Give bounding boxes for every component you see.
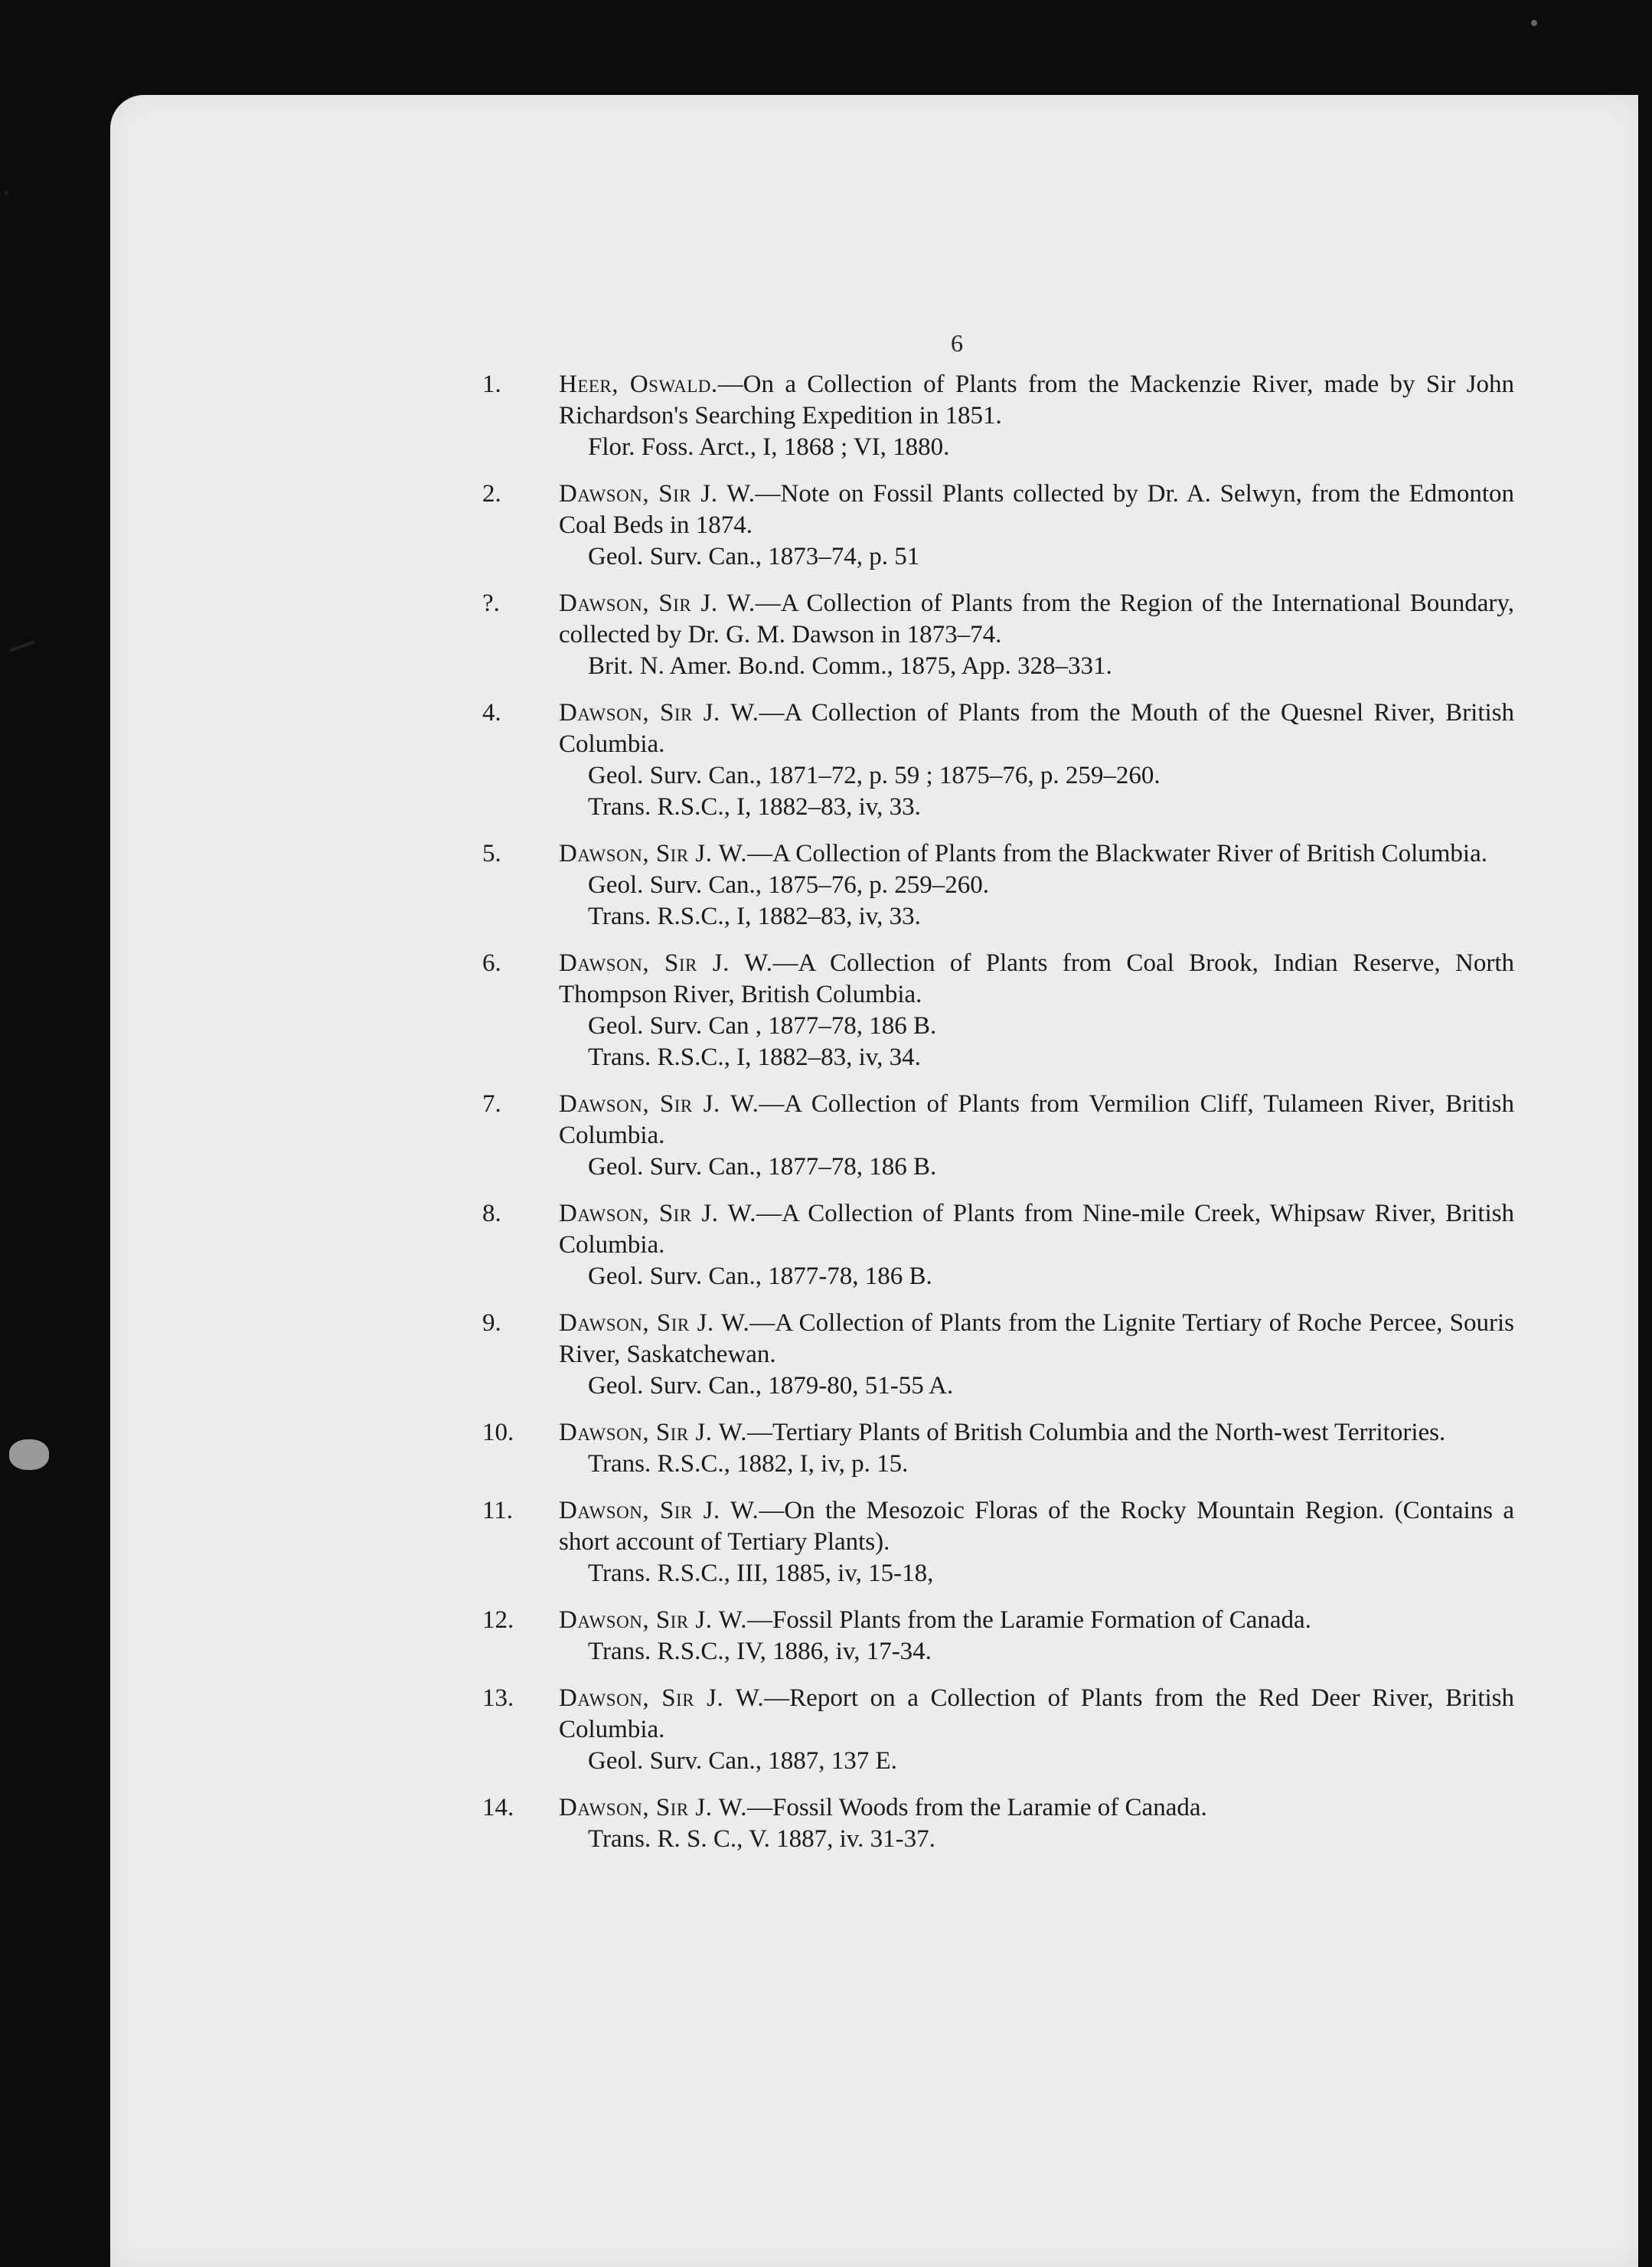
entry-reference: Geol. Surv. Can., 1875–76, p. 259–260.	[588, 871, 990, 899]
bibliography-entry	[482, 479, 1514, 573]
entry-number: 1.	[482, 371, 501, 398]
entry-number: ?.	[482, 590, 500, 617]
bibliography-entry	[482, 1308, 1514, 1402]
page-number: 6	[951, 329, 963, 357]
entry-author: Dawson, Sir J. W.	[559, 1497, 759, 1524]
entry-number: 2.	[482, 480, 501, 508]
entry-text	[559, 369, 1514, 463]
entry-author: Dawson, Sir J. W.	[559, 840, 748, 867]
entry-reference: Geol. Surv. Can., 1873–74, p. 51	[588, 543, 920, 570]
entry-number: 12.	[482, 1606, 514, 1634]
margin-speck	[1531, 20, 1537, 26]
bibliography-entry	[482, 1683, 1514, 1777]
entry-reference: Trans. R. S. C., V. 1887, iv. 31-37.	[588, 1825, 935, 1853]
entry-title: —Fossil Plants from the Laramie Formation of Canada.	[747, 1606, 1311, 1634]
bibliography-entry	[482, 1417, 1514, 1480]
entry-reference: Trans. R.S.C., 1882, I, iv, p. 15.	[588, 1450, 909, 1478]
entry-number: 7.	[482, 1090, 501, 1118]
entry-number: 13.	[482, 1684, 514, 1712]
entry-number: 10.	[482, 1419, 514, 1446]
entry-title: —A Collection of Plants from Nine-mile Creek, Whipsaw River, British Columbia.	[559, 1200, 1514, 1259]
entry-reference: Geol. Surv. Can., 1879-80, 51-55 A.	[588, 1372, 954, 1400]
entry-reference: Flor. Foss. Arct., I, 1868 ; VI, 1880.	[588, 433, 950, 461]
margin-speck	[5, 191, 8, 194]
entry-text	[559, 1792, 1514, 1855]
bibliography-entry	[482, 948, 1514, 1073]
entry-author: Dawson, Sir J. W.	[559, 590, 756, 617]
entry-number: 5.	[482, 840, 501, 867]
entry-text	[559, 1683, 1514, 1777]
entry-number: 11.	[482, 1497, 514, 1524]
entry-reference: Trans. R.S.C., I, 1882–83, iv, 33.	[588, 903, 921, 930]
entry-title: —On a Collection of Plants from the Mackenzie River, made by Sir John Richardson's Searching Expedition in 1851.	[559, 371, 1514, 430]
entry-title: —Report on a Collection of Plants from the Red Deer River, British Columbia.	[559, 1684, 1514, 1743]
entry-author: Dawson, Sir J. W.	[559, 1684, 765, 1712]
bibliography-entry	[482, 838, 1514, 933]
entry-title: —A Collection of Plants from Coal Brook, Indian Reserve, North Thompson River, British Columbia.	[559, 949, 1514, 1008]
entry-number: 4.	[482, 699, 501, 727]
entry-text	[559, 588, 1514, 682]
entry-title: —A Collection of Plants from the Blackwater River of British Columbia.	[747, 840, 1487, 867]
entry-number: 14.	[482, 1794, 514, 1821]
entry-title: —Tertiary Plants of British Columbia and the North-west Territories.	[747, 1419, 1446, 1446]
bibliography-entry	[482, 1605, 1514, 1668]
entry-reference: Geol. Surv. Can., 1871–72, p. 59 ; 1875–76, p. 259–260.	[588, 762, 1161, 789]
entry-reference: Geol. Surv. Can., 1887, 137 E.	[588, 1747, 897, 1775]
entry-text	[559, 1308, 1514, 1402]
entry-reference: Trans. R.S.C., IV, 1886, iv, 17-34.	[588, 1638, 932, 1665]
bibliography-entry	[482, 1792, 1514, 1855]
bibliography-entry	[482, 1089, 1514, 1183]
entry-number: 8.	[482, 1200, 501, 1227]
entry-author: Dawson, Sir J. W.	[559, 1090, 759, 1118]
entry-number: 9.	[482, 1309, 501, 1337]
margin-speck	[9, 640, 34, 652]
entry-number: 6.	[482, 949, 501, 977]
entry-text	[559, 1605, 1514, 1668]
entry-text	[559, 1417, 1514, 1480]
entry-title: —A Collection of Plants from the Lignite Tertiary of Roche Percee, Souris River, Saskatchewan.	[559, 1309, 1515, 1368]
entry-reference: Trans. R.S.C., III, 1885, iv, 15-18,	[588, 1560, 934, 1587]
margin-speck	[9, 1439, 49, 1470]
entry-reference: Geol. Surv. Can , 1877–78, 186 B.	[588, 1012, 937, 1040]
entry-title: —A Collection of Plants from the Region of the International Boundary, collected by Dr. G. M. Dawson in 1873–74.	[559, 590, 1514, 648]
bibliography-list	[482, 369, 1514, 1870]
entry-title: —Note on Fossil Plants collected by Dr. A. Selwyn, from the Edmonton Coal Beds in 1874.	[559, 480, 1515, 539]
entry-text	[559, 1089, 1514, 1183]
entry-author: Dawson, Sir J. W.	[559, 1200, 757, 1227]
entry-author: Dawson, Sir J. W.	[559, 699, 759, 727]
entry-text	[559, 479, 1514, 573]
entry-reference: Geol. Surv. Can., 1877–78, 186 B.	[588, 1153, 937, 1181]
entry-author: Dawson, Sir J. W.	[559, 1419, 748, 1446]
entry-reference: Brit. N. Amer. Bo.nd. Comm., 1875, App. 328–331.	[588, 652, 1112, 680]
entry-reference: Geol. Surv. Can., 1877-78, 186 B.	[588, 1263, 932, 1290]
entry-text	[559, 1495, 1514, 1589]
bibliography-entry	[482, 1198, 1514, 1292]
bibliography-entry	[482, 588, 1514, 682]
entry-reference: Trans. R.S.C., I, 1882–83, iv, 34.	[588, 1044, 921, 1071]
entry-author: Dawson, Sir J. W.	[559, 1794, 748, 1821]
entry-title: —A Collection of Plants from Vermilion Cliff, Tulameen River, British Columbia.	[559, 1090, 1514, 1149]
bibliography-entry	[482, 1495, 1514, 1589]
entry-author: Heer, Oswald.	[559, 371, 718, 398]
entry-text	[559, 838, 1514, 933]
bibliography-entry	[482, 697, 1514, 823]
entry-author: Dawson, Sir J. W.	[559, 1309, 750, 1337]
entry-reference: Trans. R.S.C., I, 1882–83, iv, 33.	[588, 793, 921, 821]
entry-author: Dawson, Sir J. W.	[559, 1606, 748, 1634]
entry-author: Dawson, Sir J. W.	[559, 480, 756, 508]
entry-text	[559, 697, 1514, 823]
entry-title: —Fossil Woods from the Laramie of Canada.	[747, 1794, 1207, 1821]
entry-title: —A Collection of Plants from the Mouth of the Quesnel River, British Columbia.	[559, 699, 1514, 758]
bibliography-entry	[482, 369, 1514, 463]
entry-text	[559, 1198, 1514, 1292]
entry-text	[559, 948, 1514, 1073]
entry-title: —On the Mesozoic Floras of the Rocky Mountain Region. (Contains a short account of Tertiary Plants).	[559, 1497, 1514, 1556]
entry-author: Dawson, Sir J. W.	[559, 949, 773, 977]
